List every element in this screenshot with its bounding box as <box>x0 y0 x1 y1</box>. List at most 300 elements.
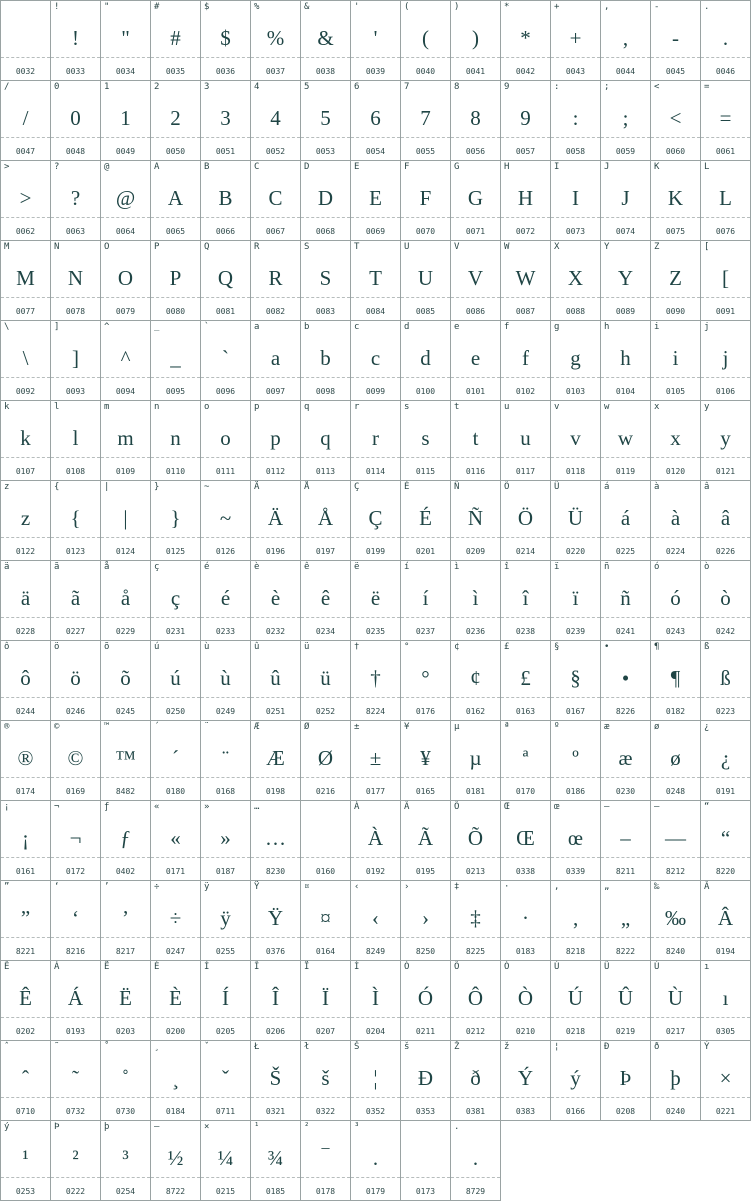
cell-divider <box>401 57 450 58</box>
cell-divider <box>51 1017 100 1018</box>
glyph-keyboard-char: † <box>354 642 360 652</box>
cell-divider <box>601 137 650 138</box>
cell-divider <box>101 1097 150 1098</box>
cell-divider <box>451 857 500 858</box>
glyph-keyboard-char: ‡ <box>454 882 460 892</box>
glyph-preview: ‰ <box>665 906 686 930</box>
glyph-code: 0222 <box>65 1187 86 1196</box>
glyph-code: 0199 <box>365 547 386 556</box>
glyph-preview: u <box>520 426 531 450</box>
glyph-cell <box>650 480 700 560</box>
cell-divider <box>201 617 250 618</box>
glyph-code: 0107 <box>15 467 36 476</box>
cell-divider <box>501 777 550 778</box>
glyph-preview: ª <box>522 746 529 770</box>
glyph-preview: õ <box>120 666 131 690</box>
glyph-code: 0205 <box>215 1027 236 1036</box>
glyph-code: 0182 <box>665 707 686 716</box>
cell-divider <box>501 697 550 698</box>
glyph-keyboard-char: ; <box>604 82 610 92</box>
glyph-cell <box>450 880 500 960</box>
glyph-preview: Ì <box>372 986 379 1010</box>
cell-divider <box>551 537 600 538</box>
glyph-preview: I <box>572 186 579 210</box>
glyph-preview: ñ <box>620 586 631 610</box>
glyph-keyboard-char: § <box>554 642 560 652</box>
cell-divider <box>551 937 600 938</box>
glyph-cell <box>350 800 400 880</box>
glyph-preview: Ó <box>417 986 434 1010</box>
glyph-keyboard-char: ´ <box>154 722 160 732</box>
cell-divider <box>551 857 600 858</box>
glyph-keyboard-char: 0 <box>54 82 60 92</box>
glyph-cell <box>0 720 50 800</box>
glyph-preview: á <box>620 506 631 530</box>
glyph-code: 0049 <box>115 147 136 156</box>
glyph-code: 0099 <box>365 387 386 396</box>
glyph-cell <box>600 640 650 720</box>
glyph-preview: C <box>268 186 283 210</box>
glyph-cell <box>500 640 550 720</box>
glyph-keyboard-char: Ë <box>104 962 110 972</box>
cell-divider <box>201 1017 250 1018</box>
glyph-cell <box>100 400 150 480</box>
glyph-preview: Ú <box>567 986 584 1010</box>
glyph-code: 0177 <box>365 787 386 796</box>
glyph-preview: 4 <box>270 106 281 130</box>
cell-divider <box>1 1177 50 1178</box>
glyph-keyboard-char: Ï <box>304 962 310 972</box>
glyph-keyboard-char: # <box>154 2 160 12</box>
glyph-preview: ¡ <box>22 826 29 850</box>
cell-divider <box>401 857 450 858</box>
cell-divider <box>201 137 250 138</box>
glyph-preview: ˆ <box>22 1066 29 1090</box>
glyph-preview: ß <box>720 666 731 690</box>
glyph-code: 0232 <box>265 627 286 636</box>
glyph-cell <box>400 80 450 160</box>
glyph-keyboard-char: | <box>104 482 110 492</box>
glyph-cell <box>550 800 600 880</box>
glyph-keyboard-char: ‘ <box>54 882 60 892</box>
glyph-code: 0247 <box>165 947 186 956</box>
glyph-preview: w <box>617 426 634 450</box>
cell-divider <box>601 57 650 58</box>
glyph-keyboard-char: ” <box>4 882 10 892</box>
glyph-preview: µ <box>469 746 482 770</box>
glyph-preview: « <box>170 826 181 850</box>
glyph-preview: É <box>419 506 432 530</box>
glyph-cell <box>100 240 150 320</box>
glyph-cell <box>450 320 500 400</box>
glyph-preview: ? <box>70 186 81 210</box>
glyph-keyboard-char: N <box>54 242 60 252</box>
glyph-keyboard-char: ì <box>454 562 460 572</box>
glyph-keyboard-char: X <box>554 242 560 252</box>
glyph-code: 0065 <box>165 227 186 236</box>
glyph-cell <box>650 960 700 1040</box>
glyph-keyboard-char: z <box>4 482 10 492</box>
glyph-cell <box>250 320 300 400</box>
glyph-cell <box>450 400 500 480</box>
glyph-code: 0245 <box>115 707 136 716</box>
glyph-preview: í <box>422 586 429 610</box>
glyph-preview: / <box>22 106 29 130</box>
glyph-cell <box>0 960 50 1040</box>
glyph-cell <box>600 560 650 640</box>
glyph-preview: S <box>319 266 332 290</box>
cell-divider <box>301 537 350 538</box>
cell-divider <box>601 937 650 938</box>
glyph-code: 0402 <box>115 867 136 876</box>
glyph-cell <box>650 320 700 400</box>
glyph-cell <box>550 240 600 320</box>
glyph-keyboard-char: C <box>254 162 260 172</box>
glyph-keyboard-char: ± <box>354 722 360 732</box>
cell-divider <box>51 777 100 778</box>
glyph-code: 0048 <box>65 147 86 156</box>
glyph-preview: ‚ <box>572 906 579 930</box>
glyph-preview: Â <box>717 906 734 930</box>
glyph-keyboard-char: ' <box>354 2 360 12</box>
cell-divider <box>451 457 500 458</box>
glyph-cell <box>650 640 700 720</box>
glyph-cell <box>150 1040 200 1120</box>
glyph-code: 0122 <box>15 547 36 556</box>
glyph-code: 8250 <box>415 947 436 956</box>
cell-divider <box>651 377 700 378</box>
cell-divider <box>651 857 700 858</box>
glyph-preview: [ <box>722 266 729 290</box>
glyph-preview: q <box>320 426 331 450</box>
glyph-code: 0106 <box>715 387 736 396</box>
glyph-code: 0119 <box>615 467 636 476</box>
glyph-keyboard-char: « <box>154 802 160 812</box>
cell-divider <box>451 297 500 298</box>
glyph-preview: ‡ <box>470 906 481 930</box>
glyph-keyboard-char: ? <box>54 162 60 172</box>
glyph-cell <box>50 1120 100 1200</box>
glyph-preview: > <box>19 186 32 210</box>
glyph-cell <box>50 480 100 560</box>
cell-divider <box>301 697 350 698</box>
cell-divider <box>651 1017 700 1018</box>
cell-divider <box>601 377 650 378</box>
cell-divider <box>501 857 550 858</box>
glyph-preview: ð <box>470 1066 481 1090</box>
cell-divider <box>51 137 100 138</box>
glyph-cell <box>500 0 550 80</box>
glyph-cell <box>550 160 600 240</box>
glyph-preview: Z <box>669 266 682 290</box>
cell-divider <box>401 1017 450 1018</box>
glyph-keyboard-char: F <box>404 162 410 172</box>
glyph-preview: ~ <box>219 506 232 530</box>
cell-divider <box>1 1017 50 1018</box>
glyph-keyboard-char: ö <box>54 642 60 652</box>
glyph-code: 0041 <box>465 67 486 76</box>
glyph-code: 0043 <box>565 67 586 76</box>
cell-divider <box>251 457 300 458</box>
glyph-code: 0093 <box>65 387 86 396</box>
glyph-cell <box>100 560 150 640</box>
cell-divider <box>1 1097 50 1098</box>
glyph-code: 8722 <box>165 1187 186 1196</box>
glyph-code: 0033 <box>65 67 86 76</box>
cell-divider <box>701 217 750 218</box>
cell-divider <box>201 57 250 58</box>
glyph-code: 0074 <box>615 227 636 236</box>
glyph-keyboard-char: I <box>554 162 560 172</box>
cell-divider <box>51 297 100 298</box>
glyph-cell <box>150 880 200 960</box>
glyph-cell <box>200 560 250 640</box>
glyph-code: 8225 <box>465 947 486 956</box>
glyph-keyboard-char: û <box>254 642 260 652</box>
glyph-keyboard-char: J <box>604 162 610 172</box>
glyph-preview: 2 <box>170 106 181 130</box>
cell-divider <box>401 457 450 458</box>
cell-divider <box>201 537 250 538</box>
glyph-cell <box>700 800 750 880</box>
glyph-preview: = <box>719 106 732 130</box>
glyph-preview: ï <box>572 586 579 610</box>
cell-divider <box>551 457 600 458</box>
cell-divider <box>251 857 300 858</box>
glyph-keyboard-char: š <box>404 1042 410 1052</box>
glyph-keyboard-char: Ñ <box>454 482 460 492</box>
glyph-preview: û <box>270 666 281 690</box>
glyph-keyboard-char: ‰ <box>654 882 660 892</box>
glyph-code: 0067 <box>265 227 286 236</box>
cell-divider <box>701 1097 750 1098</box>
cell-divider <box>451 617 500 618</box>
glyph-preview: ± <box>369 746 382 770</box>
glyph-cell <box>650 880 700 960</box>
glyph-code: 0163 <box>515 707 536 716</box>
glyph-cell <box>450 800 500 880</box>
glyph-preview: m <box>117 426 134 450</box>
glyph-code: 0056 <box>465 147 486 156</box>
glyph-cell <box>600 0 650 80</box>
cell-divider <box>101 137 150 138</box>
glyph-keyboard-char: \ <box>4 322 10 332</box>
glyph-preview: Õ <box>467 826 484 850</box>
glyph-cell <box>500 720 550 800</box>
glyph-code: 0250 <box>165 707 186 716</box>
glyph-preview: £ <box>520 666 531 690</box>
cell-divider <box>701 297 750 298</box>
glyph-preview: s <box>421 426 430 450</box>
glyph-code: 0058 <box>565 147 586 156</box>
glyph-cell <box>600 880 650 960</box>
glyph-keyboard-char: 3 <box>204 82 210 92</box>
glyph-cell <box>650 1040 700 1120</box>
glyph-keyboard-char: L <box>704 162 710 172</box>
cell-divider <box>501 377 550 378</box>
glyph-preview: Q <box>217 266 234 290</box>
cell-divider <box>351 697 400 698</box>
cell-divider <box>651 57 700 58</box>
glyph-preview: ¶ <box>670 666 681 690</box>
glyph-preview: … <box>265 826 286 850</box>
glyph-preview: Y <box>617 266 634 290</box>
glyph-preview: ˇ <box>222 1066 229 1090</box>
glyph-keyboard-char: ƒ <box>104 802 110 812</box>
cell-divider <box>251 937 300 938</box>
glyph-cell <box>600 800 650 880</box>
glyph-keyboard-char: ) <box>454 2 460 12</box>
cell-divider <box>401 697 450 698</box>
glyph-cell <box>400 800 450 880</box>
glyph-keyboard-char: Ô <box>454 962 460 972</box>
glyph-preview: 0 <box>70 106 81 130</box>
cell-divider <box>701 457 750 458</box>
glyph-preview <box>401 1139 450 1177</box>
glyph-preview: ¿ <box>720 746 731 770</box>
glyph-code: 0046 <box>715 67 736 76</box>
cell-divider <box>151 617 200 618</box>
glyph-cell <box>300 240 350 320</box>
cell-divider <box>651 217 700 218</box>
glyph-keyboard-char: › <box>404 882 410 892</box>
glyph-keyboard-char: ¢ <box>454 642 460 652</box>
glyph-preview: i <box>672 346 679 370</box>
glyph-cell <box>300 1120 350 1200</box>
glyph-keyboard-char: ² <box>304 1122 310 1132</box>
glyph-cell <box>300 0 350 80</box>
cell-divider <box>301 617 350 618</box>
glyph-cell <box>100 1120 150 1200</box>
glyph-code: 0165 <box>415 787 436 796</box>
glyph-code: 0221 <box>715 1107 736 1116</box>
glyph-code: 0126 <box>215 547 236 556</box>
cell-divider <box>201 777 250 778</box>
glyph-code: 0073 <box>565 227 586 236</box>
glyph-keyboard-char: Ÿ <box>254 882 260 892</box>
glyph-cell <box>250 80 300 160</box>
cell-divider <box>551 1017 600 1018</box>
glyph-cell <box>650 720 700 800</box>
glyph-cell <box>500 1040 550 1120</box>
glyph-cell <box>650 800 700 880</box>
glyph-keyboard-char: ( <box>404 2 410 12</box>
glyph-keyboard-char: 1 <box>104 82 110 92</box>
glyph-code: 0711 <box>215 1107 236 1116</box>
glyph-code: 0236 <box>465 627 486 636</box>
glyph-code: 0252 <box>315 707 336 716</box>
cell-divider <box>601 697 650 698</box>
glyph-code: 0075 <box>665 227 686 236</box>
cell-divider <box>451 937 500 938</box>
cell-divider <box>651 297 700 298</box>
cell-divider <box>351 297 400 298</box>
cell-divider <box>151 537 200 538</box>
glyph-code: 0215 <box>215 1187 236 1196</box>
glyph-cell <box>700 400 750 480</box>
glyph-cell <box>700 80 750 160</box>
cell-divider <box>601 457 650 458</box>
glyph-preview: r <box>372 426 379 450</box>
glyph-cell <box>550 480 600 560</box>
glyph-cell <box>0 560 50 640</box>
glyph-cell <box>550 320 600 400</box>
glyph-cell <box>200 320 250 400</box>
glyph-code: 0730 <box>115 1107 136 1116</box>
grid-frame-right-last-row <box>500 1120 501 1200</box>
cell-divider <box>301 857 350 858</box>
cell-divider <box>51 617 100 618</box>
glyph-code: 0206 <box>265 1027 286 1036</box>
cell-divider <box>251 1097 300 1098</box>
cell-divider <box>401 1177 450 1178</box>
glyph-cell <box>450 160 500 240</box>
glyph-keyboard-char: ë <box>354 562 360 572</box>
cell-divider <box>301 1097 350 1098</box>
glyph-code: 0224 <box>665 547 686 556</box>
glyph-keyboard-char: ˚ <box>104 1042 110 1052</box>
glyph-cell <box>400 480 450 560</box>
glyph-code: 0051 <box>215 147 236 156</box>
glyph-code: 0241 <box>615 627 636 636</box>
cell-divider <box>501 1017 550 1018</box>
glyph-preview: š <box>321 1066 330 1090</box>
glyph-code: 0239 <box>565 627 586 636</box>
glyph-keyboard-char: ¡ <box>4 802 10 812</box>
glyph-keyboard-char: Â <box>704 882 710 892</box>
glyph-code: 0207 <box>315 1027 336 1036</box>
cell-divider <box>601 1017 650 1018</box>
glyph-preview: 1 <box>120 106 131 130</box>
glyph-cell <box>700 720 750 800</box>
cell-divider <box>451 537 500 538</box>
glyph-preview: ® <box>17 746 34 770</box>
glyph-keyboard-char: 5 <box>304 82 310 92</box>
glyph-keyboard-char: } <box>154 482 160 492</box>
cell-divider <box>301 937 350 938</box>
glyph-keyboard-char: ¦ <box>554 1042 560 1052</box>
glyph-keyboard-char: µ <box>454 722 460 732</box>
glyph-cell <box>600 720 650 800</box>
glyph-cell <box>500 560 550 640</box>
glyph-cell <box>250 1120 300 1200</box>
glyph-code: 0102 <box>515 387 536 396</box>
glyph-code: 0096 <box>215 387 236 396</box>
glyph-preview <box>1 19 50 57</box>
glyph-keyboard-char: s <box>404 402 410 412</box>
glyph-cell <box>200 480 250 560</box>
glyph-keyboard-char: ˆ <box>4 1042 10 1052</box>
glyph-cell <box>100 880 150 960</box>
glyph-preview: ø <box>670 746 681 770</box>
glyph-cell <box>200 880 250 960</box>
glyph-code: 0201 <box>415 547 436 556</box>
glyph-cell <box>300 800 350 880</box>
glyph-cell <box>250 400 300 480</box>
glyph-preview: § <box>570 666 581 690</box>
glyph-code: 8217 <box>115 947 136 956</box>
glyph-cell <box>350 400 400 480</box>
cell-divider <box>651 137 700 138</box>
cell-divider <box>451 1017 500 1018</box>
glyph-preview: R <box>268 266 283 290</box>
glyph-preview: . <box>722 26 729 50</box>
cell-divider <box>301 217 350 218</box>
glyph-code: 0125 <box>165 547 186 556</box>
glyph-keyboard-char: Ž <box>454 1042 460 1052</box>
glyph-code: 0185 <box>265 1187 286 1196</box>
glyph-code: 0183 <box>515 947 536 956</box>
